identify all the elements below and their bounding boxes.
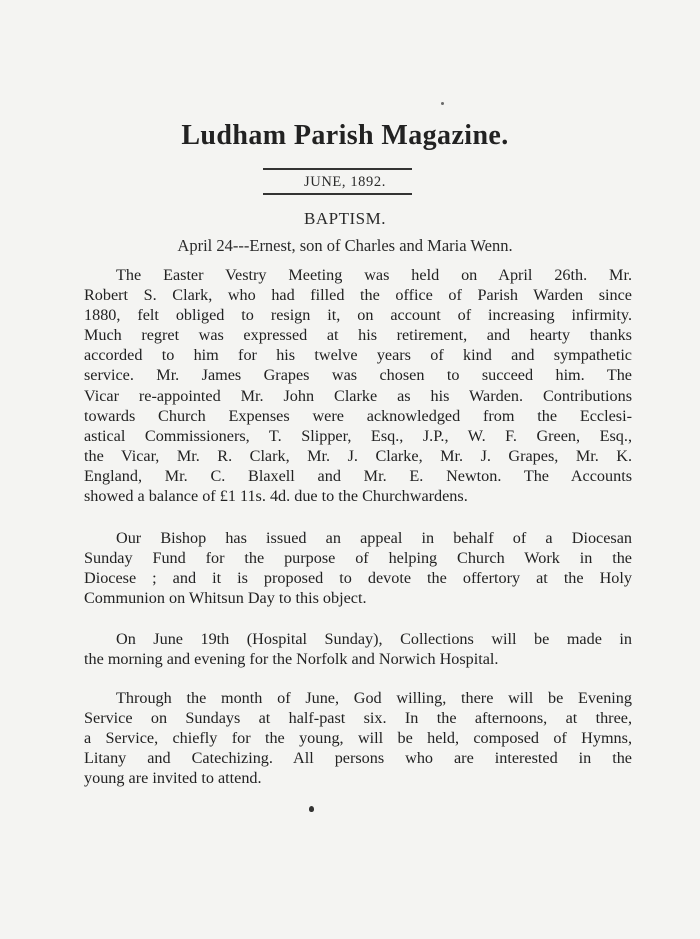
text-line: The Easter Vestry Meeting was held on April 26th. Mr.: [116, 266, 632, 284]
text-line: service. Mr. James Grapes was chosen to succeed him. The: [84, 366, 632, 385]
ink-speck: [441, 102, 444, 105]
text-line: Robert S. Clark, who had filled the office of Parish Warden since: [84, 286, 632, 305]
paragraph-evening-service: [84, 688, 632, 788]
text-line: On June 19th (Hospital Sunday), Collections will be made in: [116, 630, 632, 648]
issue-date: JUNE, 1892.: [304, 174, 386, 190]
text-line: Service on Sundays at half-past six. In the afternoons, at three,: [84, 709, 632, 728]
text-line: Diocese ; and it is proposed to devote the offertory at the Holy: [84, 569, 632, 588]
text-line: Our Bishop has issued an appeal in behalf of a Diocesan: [116, 529, 632, 547]
text-line: 1880, felt obliged to resign it, on account of increasing infirmity.: [84, 306, 632, 325]
paragraph-hospital-sunday: [84, 629, 632, 669]
text-line: Sunday Fund for the purpose of helping Church Work in the: [84, 549, 632, 568]
text-line: towards Church Expenses were acknowledged from the Ecclesi-: [84, 406, 632, 425]
baptism-heading: BAPTISM.: [304, 209, 386, 228]
text-line: Much regret was expressed at his retirement, and hearty thanks: [84, 326, 632, 345]
baptism-entry: April 24---Ernest, son of Charles and Maria Wenn.: [177, 236, 513, 255]
text-line: the morning and evening for the Norfolk and Norwich Hospital.: [84, 650, 499, 669]
text-line: Litany and Catechizing. All persons who are interested in the: [84, 749, 632, 768]
bottom-rule: [263, 193, 412, 195]
text-line: young are invited to attend.: [84, 769, 262, 788]
text-line: a Service, chiefly for the young, will be held, composed of Hymns,: [84, 729, 632, 748]
top-rule: [263, 168, 412, 170]
text-line: the Vicar, Mr. R. Clark, Mr. J. Clarke, Mr. J. Grapes, Mr. K.: [84, 446, 632, 465]
magazine-title: Ludham Parish Magazine.: [181, 120, 509, 151]
text-line: accorded to him for his twelve years of kind and sympathetic: [84, 346, 632, 365]
paragraph-bishop-appeal: [84, 528, 632, 608]
text-line: England, Mr. C. Blaxell and Mr. E. Newton. The Accounts: [84, 466, 632, 485]
text-line: Through the month of June, God willing, there will be Evening: [116, 689, 632, 707]
text-line: astical Commissioners, T. Slipper, Esq., J.P., W. F. Green, Esq.,: [84, 426, 632, 445]
text-line: showed a balance of £1 11s. 4d. due to the Churchwardens.: [84, 487, 468, 506]
text-line: Vicar re-appointed Mr. John Clarke as his Warden. Contributions: [84, 386, 632, 405]
paragraph-vestry-meeting: [84, 265, 632, 506]
text-line: Communion on Whitsun Day to this object.: [84, 589, 367, 608]
ink-mark: [309, 806, 314, 812]
